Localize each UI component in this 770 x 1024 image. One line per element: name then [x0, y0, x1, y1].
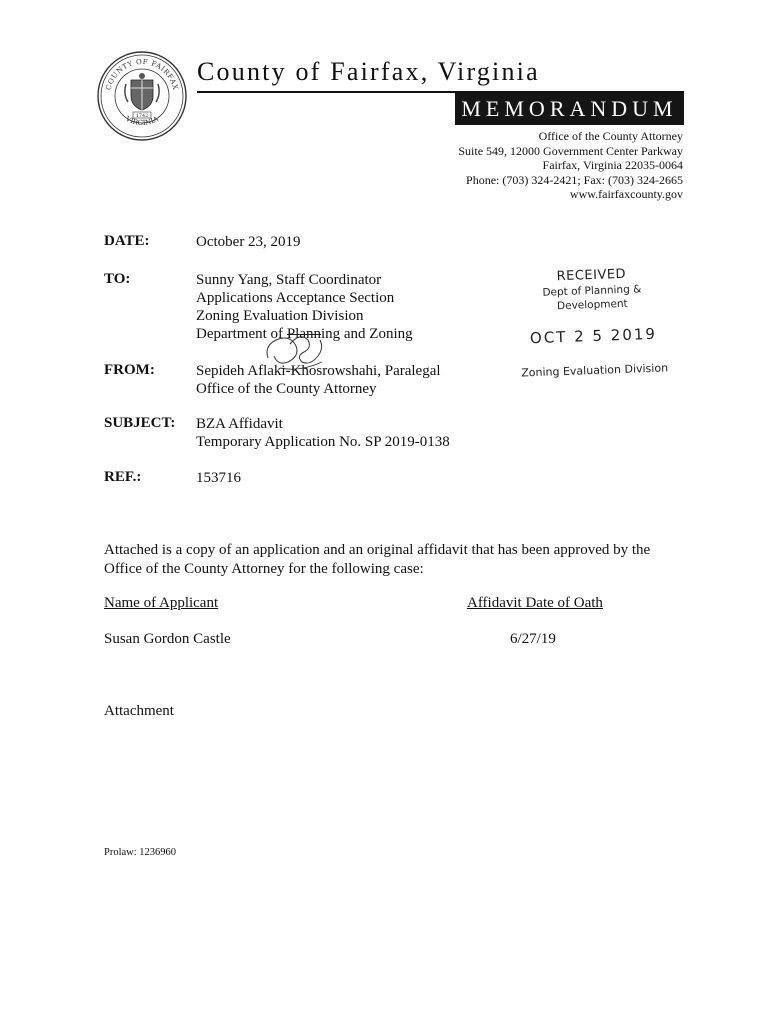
- to-line-2: Applications Acceptance Section: [196, 290, 395, 306]
- date-value: [196, 233, 301, 251]
- subject-value: [196, 415, 450, 451]
- ref-label: REF.:: [104, 469, 142, 485]
- ref-number: 153716: [196, 470, 241, 486]
- stamp-date: OCT 2 5 2019: [529, 324, 658, 348]
- date-text: October 23, 2019: [196, 234, 301, 250]
- office-website: www.fairfaxcounty.gov: [569, 187, 683, 202]
- county-title: County of Fairfax, Virginia: [197, 57, 540, 86]
- to-dept-suffix: ing and Zoning: [320, 326, 413, 342]
- svg-text:COUNTY OF FAIRFAX: COUNTY OF FAIRFAX: [104, 57, 180, 92]
- received-stamp: [506, 265, 680, 381]
- oath-date-header: Affidavit Date of Oath: [467, 595, 603, 611]
- stamp-division: Zoning Evaluation Division: [521, 361, 669, 380]
- from-line-2: Office of the County Attorney: [196, 381, 377, 397]
- svg-text:1742: 1742: [135, 113, 149, 119]
- office-address-block: [458, 129, 683, 202]
- prolaw-number: Prolaw: 1236960: [104, 847, 177, 858]
- office-street: Suite 549, 12000 Government Center Parkway: [458, 143, 683, 158]
- applicant-name-header: Name of Applicant: [104, 595, 219, 611]
- date-label: DATE:: [104, 233, 150, 249]
- applicant-name: Susan Gordon Castle: [104, 631, 231, 647]
- body-paragraph: Attached is a copy of an application and an original affidavit that has been approved by the Office of the County Attorney for the following case:: [104, 542, 651, 577]
- ref-value: [196, 469, 241, 487]
- to-label: TO:: [104, 271, 131, 287]
- to-dept-prefix: Department of: [196, 326, 287, 342]
- to-dept-struck: Plann: [286, 326, 321, 342]
- to-line-3: Zoning Evaluation Division: [196, 308, 364, 324]
- subject-line-1: BZA Affidavit: [196, 416, 283, 432]
- attachment-note: Attachment: [104, 703, 174, 719]
- stamp-received: RECEIVED: [556, 266, 627, 285]
- office-city: Fairfax, Virginia 22035-0064: [542, 158, 683, 173]
- office-phone: Phone: (703) 324-2421; Fax: (703) 324-2665: [466, 172, 683, 187]
- from-label: FROM:: [104, 362, 155, 378]
- from-line-1: Sepideh Aflaki-Khosrowshahi, Paralegal: [196, 363, 441, 379]
- stamp-dept: Dept of Planning & Development: [542, 283, 642, 313]
- subject-line-2: Temporary Application No. SP 2019-0138: [196, 434, 450, 450]
- svg-text:VIRGINIA: VIRGINIA: [124, 114, 160, 128]
- to-line-1: Sunny Yang, Staff Coordinator: [196, 272, 382, 288]
- subject-label: SUBJECT:: [104, 415, 176, 431]
- memorandum-banner: MEMORANDUM: [455, 93, 684, 125]
- from-value: [196, 362, 441, 398]
- oath-date: 6/27/19: [510, 631, 556, 647]
- office-name: Office of the County Attorney: [538, 129, 683, 143]
- county-seal-icon: [96, 50, 188, 142]
